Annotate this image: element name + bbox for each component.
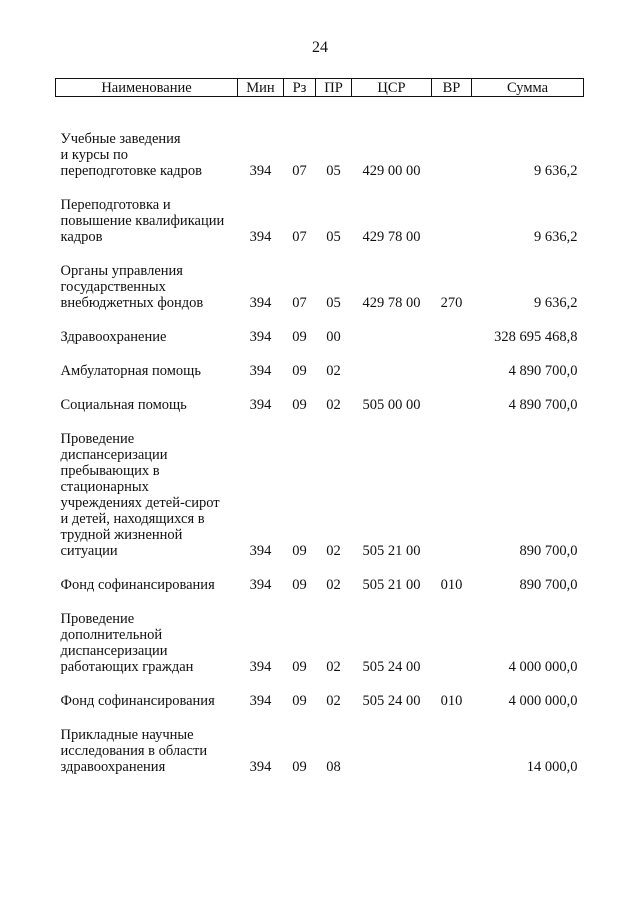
cell-name: Проведение диспансеризации пребывающих в стационарных учреждениях детей-сирот и детей, находящихся в трудной жизненной ситуации xyxy=(60,431,220,559)
table-row xyxy=(56,345,584,379)
cell-name: Учебные заведения и курсы по переподготовке кадров xyxy=(60,131,202,179)
cell-pr: 02 xyxy=(326,397,341,413)
cell-rz: 09 xyxy=(292,397,307,413)
header-csr: ЦСР xyxy=(352,79,432,97)
cell-vr xyxy=(432,379,472,413)
cell-csr: 429 78 00 xyxy=(362,295,421,311)
cell-name: Органы управления государственных внебюджетных фондов xyxy=(60,263,204,311)
cell-csr xyxy=(352,709,432,775)
cell-csr: 429 78 00 xyxy=(362,229,421,245)
header-pr: ПР xyxy=(316,79,352,97)
cell-pr: 02 xyxy=(326,659,341,675)
cell-sum: 9 636,2 xyxy=(534,163,578,179)
cell-rz: 07 xyxy=(292,229,307,245)
header-vr: ВР xyxy=(432,79,472,97)
table-row xyxy=(56,593,584,675)
cell-pr: 02 xyxy=(326,363,341,379)
cell-name: Переподготовка и повышение квалификации кадров xyxy=(60,197,225,245)
cell-rz: 09 xyxy=(292,543,307,559)
cell-min: 394 xyxy=(249,229,272,245)
cell-csr: 429 00 00 xyxy=(362,163,421,179)
table-row xyxy=(56,709,584,775)
table-row xyxy=(56,675,584,709)
cell-sum: 890 700,0 xyxy=(519,543,578,559)
cell-rz: 07 xyxy=(292,163,307,179)
cell-pr: 05 xyxy=(326,295,341,311)
cell-min: 394 xyxy=(249,659,272,675)
cell-rz: 09 xyxy=(292,329,307,345)
cell-csr: 505 21 00 xyxy=(362,543,421,559)
cell-csr xyxy=(352,311,432,345)
cell-vr xyxy=(432,413,472,559)
cell-sum: 4 000 000,0 xyxy=(508,693,578,709)
cell-vr xyxy=(432,593,472,675)
cell-sum: 4 890 700,0 xyxy=(508,397,578,413)
cell-sum: 9 636,2 xyxy=(534,295,578,311)
cell-csr: 505 00 00 xyxy=(362,397,421,413)
cell-name: Здравоохранение xyxy=(60,329,167,345)
cell-min: 394 xyxy=(249,397,272,413)
cell-csr: 505 21 00 xyxy=(362,577,421,593)
cell-vr xyxy=(432,709,472,775)
cell-sum: 9 636,2 xyxy=(534,229,578,245)
cell-sum: 890 700,0 xyxy=(519,577,578,593)
cell-csr xyxy=(352,345,432,379)
cell-min: 394 xyxy=(249,329,272,345)
cell-vr xyxy=(432,311,472,345)
cell-rz: 09 xyxy=(292,759,307,775)
budget-table xyxy=(55,78,584,775)
cell-pr: 05 xyxy=(326,163,341,179)
cell-name: Социальная помощь xyxy=(60,397,187,413)
cell-name: Прикладные научные исследования в области здравоохранения xyxy=(60,727,208,775)
table-row xyxy=(56,179,584,245)
cell-pr: 02 xyxy=(326,693,341,709)
cell-sum: 4 000 000,0 xyxy=(508,659,578,675)
cell-min: 394 xyxy=(249,363,272,379)
table-row xyxy=(56,379,584,413)
cell-min: 394 xyxy=(249,295,272,311)
cell-rz: 09 xyxy=(292,659,307,675)
cell-min: 394 xyxy=(249,693,272,709)
header-sum: Сумма xyxy=(472,79,584,97)
cell-name: Проведение дополнительной диспансеризации работающих граждан xyxy=(60,611,194,675)
cell-pr: 02 xyxy=(326,543,341,559)
cell-rz: 07 xyxy=(292,295,307,311)
cell-min: 394 xyxy=(249,577,272,593)
cell-min: 394 xyxy=(249,759,272,775)
cell-min: 394 xyxy=(249,163,272,179)
cell-pr: 02 xyxy=(326,577,341,593)
cell-sum: 328 695 468,8 xyxy=(494,329,578,345)
table-row xyxy=(56,559,584,593)
cell-vr: 010 xyxy=(440,693,463,709)
header-name: Наименование xyxy=(56,79,238,97)
cell-pr: 00 xyxy=(326,329,341,345)
cell-name: Фонд софинансирования xyxy=(60,693,215,709)
cell-csr: 505 24 00 xyxy=(362,659,421,675)
table-body xyxy=(56,97,584,776)
header-rz: Рз xyxy=(284,79,316,97)
cell-min: 394 xyxy=(249,543,272,559)
table-row xyxy=(56,413,584,559)
cell-name: Амбулаторная помощь xyxy=(60,363,201,379)
cell-csr: 505 24 00 xyxy=(362,693,421,709)
table-row xyxy=(56,311,584,345)
cell-name: Фонд софинансирования xyxy=(60,577,215,593)
table-row xyxy=(56,97,584,180)
cell-vr xyxy=(432,179,472,245)
cell-vr xyxy=(432,97,472,180)
table-header-row xyxy=(56,79,584,97)
cell-rz: 09 xyxy=(292,577,307,593)
cell-vr xyxy=(432,345,472,379)
header-min: Мин xyxy=(238,79,284,97)
cell-sum: 14 000,0 xyxy=(526,759,578,775)
cell-pr: 05 xyxy=(326,229,341,245)
cell-rz: 09 xyxy=(292,693,307,709)
table-row xyxy=(56,245,584,311)
cell-sum: 4 890 700,0 xyxy=(508,363,578,379)
cell-vr: 010 xyxy=(440,577,463,593)
page-number: 24 xyxy=(312,39,328,56)
cell-pr: 08 xyxy=(326,759,341,775)
cell-rz: 09 xyxy=(292,363,307,379)
cell-vr: 270 xyxy=(440,295,463,311)
